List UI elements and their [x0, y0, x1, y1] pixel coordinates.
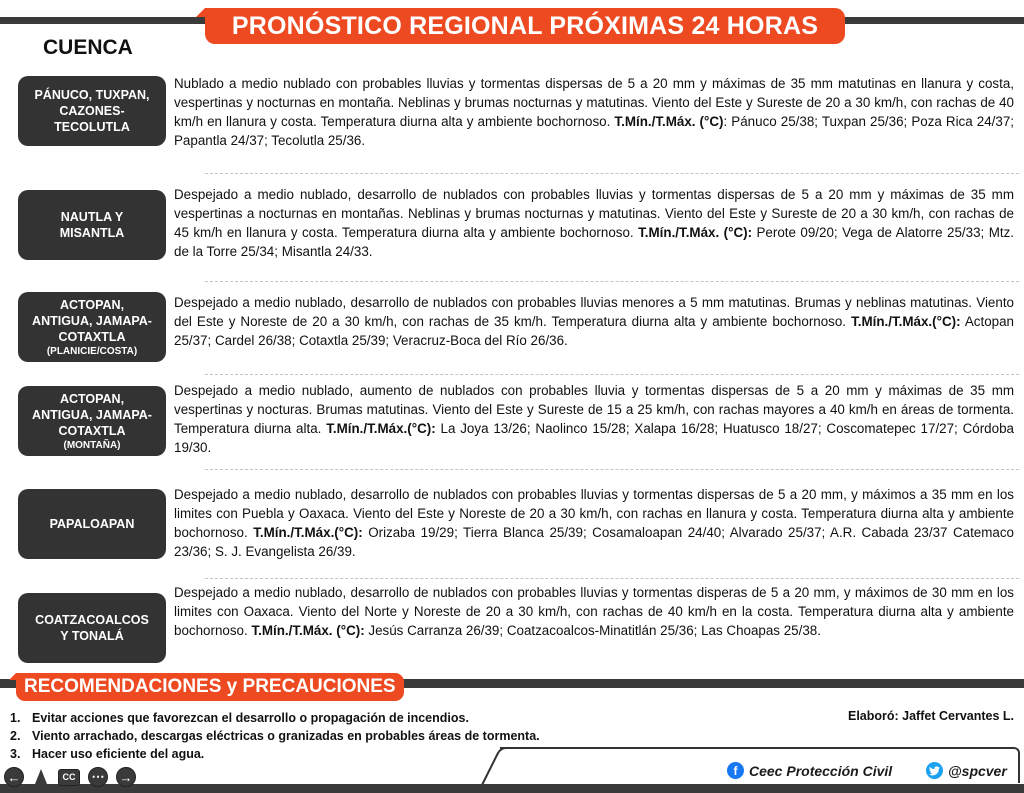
arrow-left-icon[interactable]: ←: [4, 767, 24, 787]
region-label-line: ACTOPAN,: [59, 297, 125, 312]
temp-values: Perote 09/20; Vega de Alatorre 25/33; Mtz. de la Torre 25/34; Misantla 24/33.: [174, 225, 1014, 259]
temp-label: T.Mín./T.Máx.(°C):: [851, 314, 961, 329]
region-label-line: ANTIGUA, JAMAPA-: [32, 407, 152, 422]
region-label-line: PÁNUCO, TUXPAN,: [34, 88, 150, 102]
forecast-text: Despejado a medio nublado, aumento de nublados con probables lluvia y tormentas dispersas de 5 a 20 mm y máximas de 35 mm vespertinas y nocturas. Brumas matutinas. Viento del Este y Sureste de 15 a 25 km/h, con rachas mayores a 40 km/h en áreas de tormenta. Temperatura diurna alta.: [174, 383, 1014, 436]
row-divider: [205, 281, 1019, 282]
region-label-line: Y TONALÁ: [60, 629, 124, 643]
region-forecast: [174, 74, 1014, 150]
page-title: PRONÓSTICO REGIONAL PRÓXIMAS 24 HORAS: [205, 8, 845, 44]
region-sublabel: (MONTAÑA): [63, 439, 121, 451]
region-forecast: [174, 485, 1014, 561]
facebook-handle: Ceec Protección Civil: [749, 762, 893, 779]
temp-label: T.Mín./T.Máx. (°C):: [251, 623, 365, 638]
header-rule-left: [0, 17, 205, 24]
temp-values: Jesús Carranza 26/39; Coatzacoalcos-Minatitlán 25/36; Las Choapas 25/38.: [364, 623, 821, 638]
region-forecast: [174, 381, 1014, 457]
forecast-text: Despejado a medio nublado, desarrollo de nublados con probables lluvias menores a 5 mm matutinas. Brumas y neblinas matutinas. Viento del Este y Noreste de 20 a 30 km/h, con rachas de 35 km/h. Temperatura diurna alta y ambiente bochornoso.: [174, 295, 1014, 329]
region-label-line: ANTIGUA, JAMAPA-: [32, 313, 152, 328]
region-label: [18, 593, 166, 663]
region-label-line: COATZACOALCOS: [35, 613, 149, 627]
temp-label: T.Mín./T.Máx. (°C): [614, 114, 724, 129]
twitter-link[interactable]: [926, 762, 1007, 779]
temp-label: T.Mín./T.Máx.(°C):: [253, 525, 363, 540]
temp-label: T.Mín./T.Máx.(°C):: [326, 421, 436, 436]
twitter-icon: [926, 762, 943, 779]
more-icon[interactable]: ⋯: [88, 767, 108, 787]
region-forecast: [174, 293, 1014, 350]
recommendation-item: [10, 745, 540, 763]
row-divider: [205, 578, 1019, 579]
recommendations-title: RECOMENDACIONES y PRECAUCIONES: [16, 673, 404, 701]
temp-label: T.Mín./T.Máx. (°C):: [638, 225, 753, 240]
recommendation-text: Hacer uso eficiente del agua.: [32, 747, 205, 761]
recommendation-text: Evitar acciones que favorezcan el desarrollo o propagación de incendios.: [32, 711, 469, 725]
row-divider: [205, 374, 1019, 375]
footer-rule: [0, 784, 1024, 793]
region-label-line: ACTOPAN,: [59, 391, 125, 406]
region-label: [18, 489, 166, 559]
region-label-line: MISANTLA: [59, 226, 125, 240]
row-divider: [205, 173, 1019, 174]
recommendation-item: [10, 709, 540, 727]
region-label: [18, 76, 166, 146]
row-divider: [205, 469, 1019, 470]
cc-icon[interactable]: CC: [58, 769, 80, 786]
twitter-handle: @spcver: [948, 762, 1007, 779]
cone-icon[interactable]: [32, 767, 50, 787]
viewer-controls: [4, 767, 136, 787]
facebook-icon: f: [727, 762, 744, 779]
recommendation-number: 3.: [10, 747, 21, 761]
recommendation-item: [10, 727, 540, 745]
region-label-line: TECOLUTLA: [54, 120, 130, 134]
region-label-line: COTAXTLA: [58, 329, 126, 344]
arrow-right-icon[interactable]: →: [116, 767, 136, 787]
region-label: [18, 292, 166, 362]
recommendation-number: 2.: [10, 729, 21, 743]
region-label-line: PAPALOAPAN: [49, 517, 135, 531]
region-label-line: COTAXTLA: [58, 423, 126, 438]
forecast-text: Despejado a medio nublado, desarrollo de nublados con probables lluvias y tormentas dispersas de 5 a 20 mm, y máximos a 35 mm en los limites con Puebla y Oaxaca. Viento del Este y Noreste de 20 a 30 km/h, con rachas en llanura y costa. Temperatura diurna alta y ambiente bochornoso.: [174, 487, 1014, 540]
temp-values: Orizaba 19/29; Tierra Blanca 25/39; Cosamaloapan 24/40; Alvarado 25/37; A.R. Cabada 23/37 Catemaco 23/36; S. J. Evangelista 26/39.: [174, 525, 1014, 559]
temp-values: Actopan 25/37; Cardel 26/38; Cotaxtla 25/39; Veracruz-Boca del Río 26/36.: [174, 314, 1014, 348]
header-rule-right: [840, 17, 1024, 24]
forecast-text: Despejado a medio nublado, desarrollo de nublados con probables lluvias y tormentas dispersas de 5 a 20 mm y máximas de 35 mm vespertinas a nocturnas en montañas. Neblinas y brumas nocturnas y matutinas. Viento del Este y Sureste de 20 a 30 km/h, con rachas de 45 km/h en llanura y costa. Temperatura diurna alta y ambiente bochornoso.: [174, 187, 1014, 240]
region-forecast: [174, 583, 1014, 640]
recommendations-list: [10, 709, 540, 763]
recommendation-text: Viento arrachado, descargas eléctricas o granizadas en probables áreas de tormenta.: [32, 729, 540, 743]
region-label: [18, 386, 166, 456]
facebook-link[interactable]: [727, 762, 892, 779]
author-credit: Elaboró: Jaffet Cervantes L.: [847, 709, 1014, 723]
region-label: [18, 190, 166, 260]
column-heading-cuenca: CUENCA: [43, 36, 133, 59]
temp-values: : Pánuco 25/38; Tuxpan 25/36; Poza Rica 24/37; Papantla 24/37; Tecolutla 25/36.: [174, 114, 1014, 148]
recommendation-number: 1.: [10, 711, 21, 725]
region-sublabel: (PLANICIE/COSTA): [46, 345, 138, 357]
forecast-text: Nublado a medio nublado con probables lluvias y tormentas dispersas de 5 a 20 mm y máximas de 35 mm matutinas en llanura y costa, vespertinas y nocturnas en montaña. Neblinas y brumas nocturnas y matutinas. Viento del Este y Sureste de 20 a 30 km/h, con rachas de 40 km/h en llanura y costa. Temperatura diurna alta y ambiente bochornoso.: [174, 76, 1014, 129]
forecast-text: Despejado a medio nublado, desarrollo de nublados con probables lluvias y tormentas disperas de 5 a 20 mm, y máximos de 30 mm en los limites con Oaxaca. Viento del Norte y Noreste de 20 a 30 km/h, con rachas de 40 km/h en la costa. Temperatura diurna alta y ambiente bochornoso.: [174, 585, 1014, 638]
region-forecast: [174, 185, 1014, 261]
region-label-line: CAZONES-: [59, 104, 125, 118]
region-label-line: NAUTLA Y: [60, 210, 124, 224]
temp-values: La Joya 13/26; Naolinco 15/28; Xalapa 16/28; Huatusco 18/27; Coscomatepec 17/27; Córdoba 19/30.: [174, 421, 1014, 455]
